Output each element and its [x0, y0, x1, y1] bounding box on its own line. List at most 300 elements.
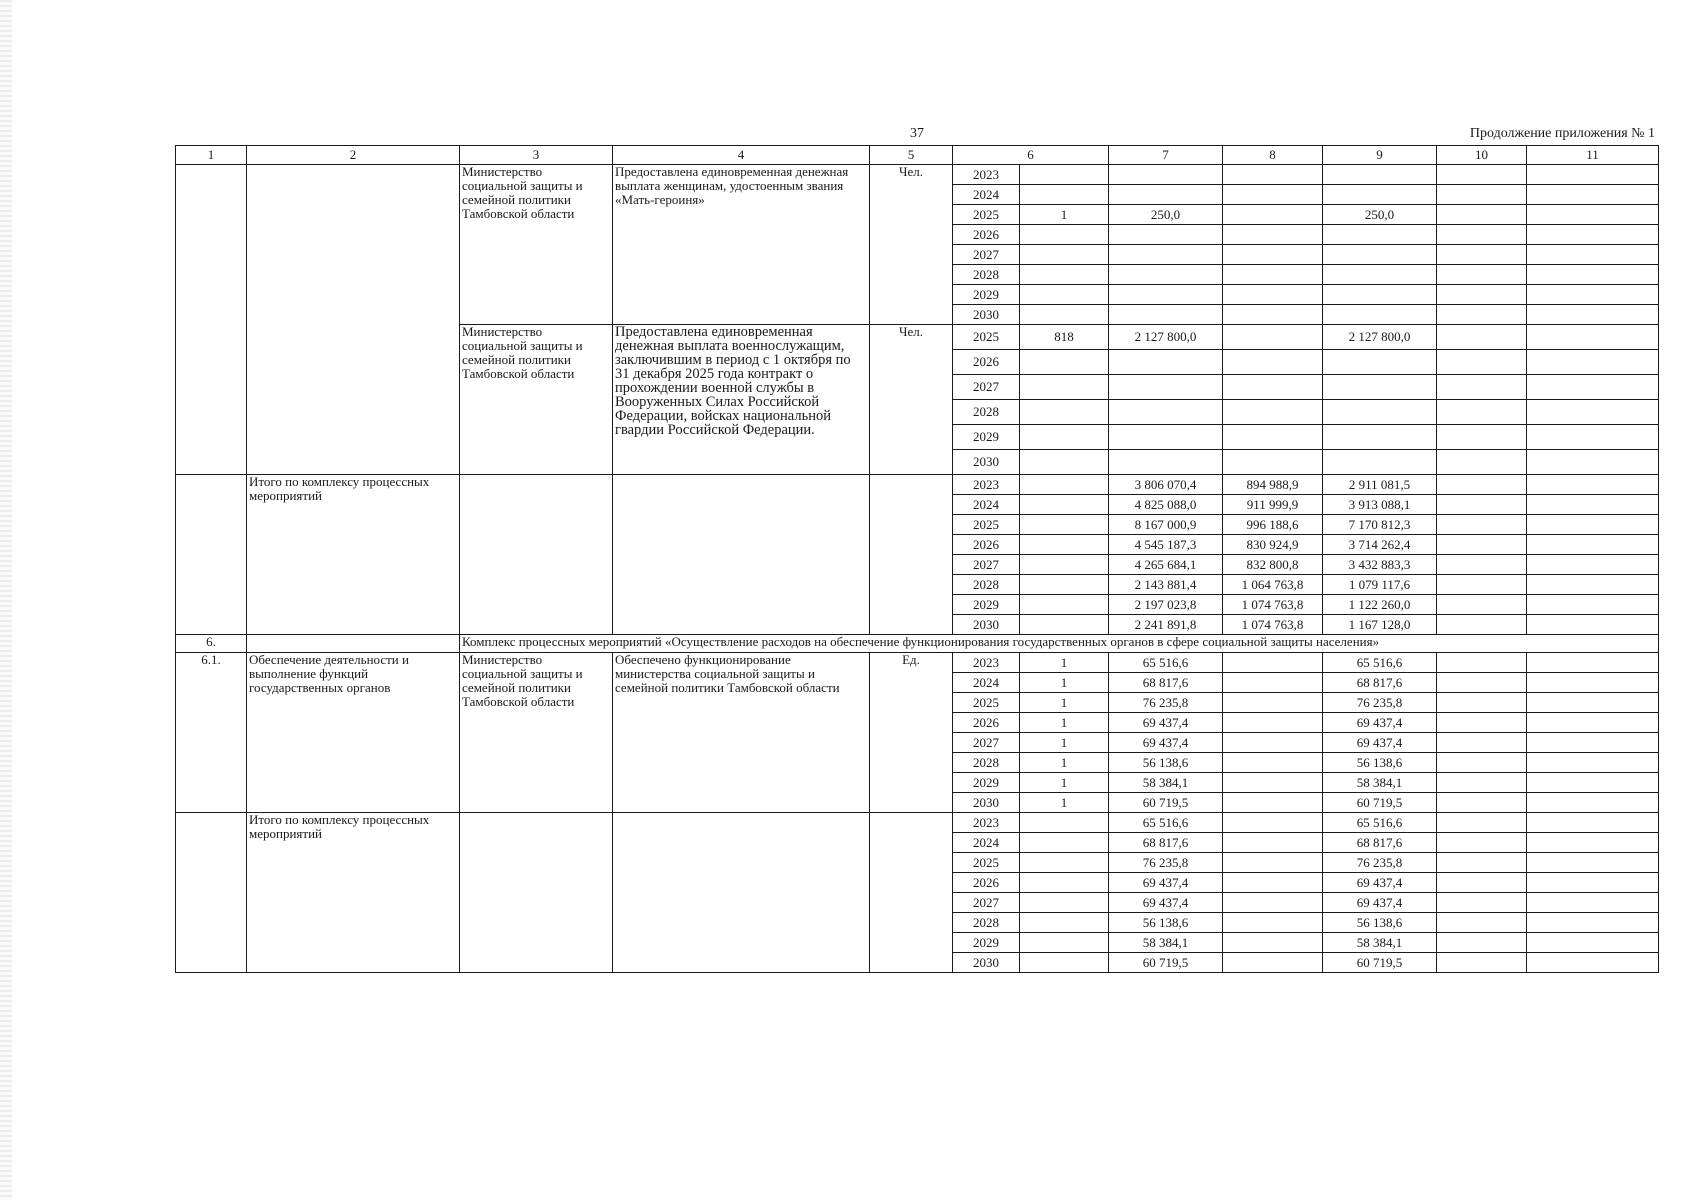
year-cell: 2029 — [953, 285, 1020, 305]
col9-cell: 2 911 081,5 — [1323, 475, 1437, 495]
col11-cell — [1527, 615, 1659, 635]
year-cell: 2024 — [953, 185, 1020, 205]
col10-cell — [1437, 165, 1527, 185]
column-header-7: 7 — [1109, 146, 1223, 165]
col7-cell: 65 516,6 — [1109, 813, 1223, 833]
col6-cell: 1 — [1020, 693, 1109, 713]
task-cell — [247, 635, 460, 653]
continuation-note: Продолжение приложения № 1 — [1469, 126, 1655, 141]
col7-cell: 2 197 023,8 — [1109, 595, 1223, 615]
responsible-cell — [460, 813, 613, 973]
total-row — [176, 475, 1659, 495]
col7-cell — [1109, 225, 1223, 245]
responsible-cell: Министерство социальной защиты и семейной политики Тамбовской области — [460, 165, 613, 325]
col7-cell — [1109, 350, 1223, 375]
col9-cell: 58 384,1 — [1323, 773, 1437, 793]
col9-cell: 68 817,6 — [1323, 833, 1437, 853]
col11-cell — [1527, 305, 1659, 325]
column-header-8: 8 — [1223, 146, 1323, 165]
col9-cell: 7 170 812,3 — [1323, 515, 1437, 535]
result-cell: Предоставлена единовременная денежная выплата военнослужащим, заключившим в период с 1 октября по 31 декабря 2025 года контракт о прохождении военной службы в Вооруженных Силах Российской Федерации, войсках национальной гвардии Российской Федерации. — [613, 325, 870, 475]
col6-cell — [1020, 285, 1109, 305]
year-cell: 2027 — [953, 733, 1020, 753]
col8-cell — [1223, 733, 1323, 753]
unit-cell: Ед. — [870, 653, 953, 813]
col6-cell: 1 — [1020, 713, 1109, 733]
task-cell: Обеспечение деятельности и выполнение функций государственных органов — [247, 653, 460, 813]
col8-cell — [1223, 793, 1323, 813]
col7-cell: 4 265 684,1 — [1109, 555, 1223, 575]
col8-cell: 1 074 763,8 — [1223, 595, 1323, 615]
col7-cell: 250,0 — [1109, 205, 1223, 225]
col11-cell — [1527, 833, 1659, 853]
year-cell: 2029 — [953, 425, 1020, 450]
col9-cell: 68 817,6 — [1323, 673, 1437, 693]
year-cell: 2030 — [953, 305, 1020, 325]
col6-cell — [1020, 595, 1109, 615]
col7-cell: 65 516,6 — [1109, 653, 1223, 673]
result-cell: Обеспечено функционирование министерства социальной защиты и семейной политики Тамбовской области — [613, 653, 870, 813]
col7-cell: 56 138,6 — [1109, 753, 1223, 773]
col11-cell — [1527, 575, 1659, 595]
col11-cell — [1527, 653, 1659, 673]
col6-cell — [1020, 913, 1109, 933]
col7-cell — [1109, 375, 1223, 400]
col8-cell — [1223, 853, 1323, 873]
year-cell: 2026 — [953, 225, 1020, 245]
year-cell: 2026 — [953, 873, 1020, 893]
col9-cell: 69 437,4 — [1323, 893, 1437, 913]
col7-cell: 4 825 088,0 — [1109, 495, 1223, 515]
item-number-cell — [176, 475, 247, 635]
unit-cell — [870, 813, 953, 973]
col11-cell — [1527, 245, 1659, 265]
col10-cell — [1437, 595, 1527, 615]
col11-cell — [1527, 595, 1659, 615]
col6-cell: 1 — [1020, 773, 1109, 793]
col8-cell: 1 064 763,8 — [1223, 575, 1323, 595]
col7-cell: 4 545 187,3 — [1109, 535, 1223, 555]
col8-cell — [1223, 325, 1323, 350]
unit-cell: Чел. — [870, 325, 953, 475]
year-cell: 2025 — [953, 693, 1020, 713]
col8-cell — [1223, 893, 1323, 913]
col8-cell — [1223, 375, 1323, 400]
col10-cell — [1437, 350, 1527, 375]
col10-cell — [1437, 515, 1527, 535]
col6-cell — [1020, 350, 1109, 375]
col7-cell — [1109, 285, 1223, 305]
col9-cell: 1 079 117,6 — [1323, 575, 1437, 595]
col6-cell — [1020, 953, 1109, 973]
year-cell: 2026 — [953, 713, 1020, 733]
year-cell: 2025 — [953, 325, 1020, 350]
appendix-table — [175, 145, 1659, 973]
item-number-cell — [176, 813, 247, 973]
col8-cell — [1223, 753, 1323, 773]
year-cell: 2027 — [953, 893, 1020, 913]
column-header-11: 11 — [1527, 146, 1659, 165]
section-title: Комплекс процессных мероприятий «Осуществление расходов на обеспечение функционирования государственных органов в сфере социальной защиты населения» — [460, 635, 1659, 653]
column-header-6: 6 — [953, 146, 1109, 165]
col10-cell — [1437, 933, 1527, 953]
col8-cell: 830 924,9 — [1223, 535, 1323, 555]
col6-cell — [1020, 265, 1109, 285]
year-cell: 2028 — [953, 400, 1020, 425]
col10-cell — [1437, 265, 1527, 285]
col8-cell — [1223, 673, 1323, 693]
col11-cell — [1527, 753, 1659, 773]
col7-cell: 68 817,6 — [1109, 833, 1223, 853]
col10-cell — [1437, 575, 1527, 595]
col11-cell — [1527, 495, 1659, 515]
column-header-1: 1 — [176, 146, 247, 165]
col6-cell — [1020, 813, 1109, 833]
col11-cell — [1527, 693, 1659, 713]
col8-cell — [1223, 693, 1323, 713]
col10-cell — [1437, 733, 1527, 753]
year-cell: 2025 — [953, 853, 1020, 873]
table-row — [176, 653, 1659, 673]
column-header-4: 4 — [613, 146, 870, 165]
page-number: 37 — [910, 126, 924, 141]
year-cell: 2024 — [953, 833, 1020, 853]
col7-cell: 2 143 881,4 — [1109, 575, 1223, 595]
col10-cell — [1437, 893, 1527, 913]
col10-cell — [1437, 813, 1527, 833]
col8-cell: 911 999,9 — [1223, 495, 1323, 515]
col9-cell: 3 714 262,4 — [1323, 535, 1437, 555]
col8-cell — [1223, 265, 1323, 285]
col9-cell: 3 913 088,1 — [1323, 495, 1437, 515]
col7-cell — [1109, 245, 1223, 265]
col7-cell — [1109, 450, 1223, 475]
col11-cell — [1527, 733, 1659, 753]
col11-cell — [1527, 813, 1659, 833]
col10-cell — [1437, 400, 1527, 425]
col6-cell — [1020, 475, 1109, 495]
column-header-5: 5 — [870, 146, 953, 165]
col7-cell — [1109, 305, 1223, 325]
col11-cell — [1527, 205, 1659, 225]
col11-cell — [1527, 225, 1659, 245]
col10-cell — [1437, 285, 1527, 305]
col6-cell — [1020, 575, 1109, 595]
col7-cell: 2 127 800,0 — [1109, 325, 1223, 350]
col8-cell: 996 188,6 — [1223, 515, 1323, 535]
col7-cell — [1109, 265, 1223, 285]
col11-cell — [1527, 265, 1659, 285]
col9-cell: 58 384,1 — [1323, 933, 1437, 953]
col6-cell — [1020, 245, 1109, 265]
col6-cell — [1020, 450, 1109, 475]
year-cell: 2030 — [953, 615, 1020, 635]
col6-cell — [1020, 893, 1109, 913]
col8-cell — [1223, 285, 1323, 305]
col9-cell — [1323, 245, 1437, 265]
year-cell: 2028 — [953, 753, 1020, 773]
col8-cell — [1223, 225, 1323, 245]
col11-cell — [1527, 325, 1659, 350]
total-label: Итого по комплексу процессных мероприятий — [247, 475, 460, 635]
col9-cell — [1323, 305, 1437, 325]
col10-cell — [1437, 205, 1527, 225]
year-cell: 2027 — [953, 375, 1020, 400]
col9-cell — [1323, 165, 1437, 185]
section-number: 6. — [176, 635, 247, 653]
col6-cell — [1020, 515, 1109, 535]
col8-cell — [1223, 953, 1323, 973]
col6-cell: 1 — [1020, 753, 1109, 773]
col11-cell — [1527, 350, 1659, 375]
year-cell: 2027 — [953, 555, 1020, 575]
col11-cell — [1527, 953, 1659, 973]
item-number-cell: 6.1. — [176, 653, 247, 813]
col9-cell: 250,0 — [1323, 205, 1437, 225]
col8-cell — [1223, 833, 1323, 853]
col6-cell — [1020, 425, 1109, 450]
col6-cell — [1020, 495, 1109, 515]
col10-cell — [1437, 853, 1527, 873]
col9-cell: 60 719,5 — [1323, 793, 1437, 813]
year-cell: 2027 — [953, 245, 1020, 265]
col6-cell — [1020, 375, 1109, 400]
col8-cell — [1223, 185, 1323, 205]
col7-cell: 3 806 070,4 — [1109, 475, 1223, 495]
result-cell — [613, 475, 870, 635]
col11-cell — [1527, 713, 1659, 733]
year-cell: 2026 — [953, 535, 1020, 555]
col8-cell — [1223, 773, 1323, 793]
col9-cell: 56 138,6 — [1323, 913, 1437, 933]
year-cell: 2028 — [953, 913, 1020, 933]
result-cell — [613, 813, 870, 973]
unit-cell: Чел. — [870, 165, 953, 325]
col9-cell: 1 122 260,0 — [1323, 595, 1437, 615]
col7-cell — [1109, 425, 1223, 450]
total-row — [176, 813, 1659, 833]
year-cell: 2029 — [953, 595, 1020, 615]
col7-cell: 2 241 891,8 — [1109, 615, 1223, 635]
responsible-cell: Министерство социальной защиты и семейной политики Тамбовской области — [460, 653, 613, 813]
col7-cell: 68 817,6 — [1109, 673, 1223, 693]
table-row — [176, 165, 1659, 185]
unit-cell — [870, 475, 953, 635]
col11-cell — [1527, 450, 1659, 475]
col7-cell — [1109, 400, 1223, 425]
col9-cell: 65 516,6 — [1323, 813, 1437, 833]
column-header-10: 10 — [1437, 146, 1527, 165]
col10-cell — [1437, 773, 1527, 793]
col8-cell — [1223, 425, 1323, 450]
year-cell: 2029 — [953, 933, 1020, 953]
col7-cell: 60 719,5 — [1109, 953, 1223, 973]
col8-cell — [1223, 205, 1323, 225]
col7-cell: 58 384,1 — [1109, 933, 1223, 953]
total-label: Итого по комплексу процессных мероприятий — [247, 813, 460, 973]
col11-cell — [1527, 673, 1659, 693]
col10-cell — [1437, 225, 1527, 245]
col11-cell — [1527, 773, 1659, 793]
col9-cell — [1323, 285, 1437, 305]
col9-cell: 69 437,4 — [1323, 873, 1437, 893]
col7-cell: 8 167 000,9 — [1109, 515, 1223, 535]
year-cell: 2025 — [953, 515, 1020, 535]
col9-cell: 69 437,4 — [1323, 733, 1437, 753]
col9-cell: 3 432 883,3 — [1323, 555, 1437, 575]
col8-cell — [1223, 813, 1323, 833]
col6-cell — [1020, 933, 1109, 953]
col7-cell — [1109, 185, 1223, 205]
col9-cell: 69 437,4 — [1323, 713, 1437, 733]
task-cell — [247, 165, 460, 475]
year-cell: 2023 — [953, 475, 1020, 495]
col10-cell — [1437, 953, 1527, 973]
col7-cell: 69 437,4 — [1109, 713, 1223, 733]
result-cell: Предоставлена единовременная денежная выплата женщинам, удостоенным звания «Мать-героиня» — [613, 165, 870, 325]
col9-cell — [1323, 375, 1437, 400]
col11-cell — [1527, 165, 1659, 185]
col6-cell — [1020, 225, 1109, 245]
col9-cell — [1323, 425, 1437, 450]
col6-cell — [1020, 555, 1109, 575]
responsible-cell: Министерство социальной защиты и семейной политики Тамбовской области — [460, 325, 613, 475]
col6-cell — [1020, 615, 1109, 635]
col11-cell — [1527, 913, 1659, 933]
col6-cell: 1 — [1020, 205, 1109, 225]
year-cell: 2030 — [953, 450, 1020, 475]
col9-cell: 1 167 128,0 — [1323, 615, 1437, 635]
col7-cell: 58 384,1 — [1109, 773, 1223, 793]
col8-cell — [1223, 305, 1323, 325]
year-cell: 2030 — [953, 793, 1020, 813]
col8-cell — [1223, 913, 1323, 933]
col6-cell — [1020, 185, 1109, 205]
col11-cell — [1527, 793, 1659, 813]
col10-cell — [1437, 495, 1527, 515]
year-cell: 2023 — [953, 813, 1020, 833]
col9-cell: 60 719,5 — [1323, 953, 1437, 973]
col9-cell: 76 235,8 — [1323, 693, 1437, 713]
col9-cell — [1323, 225, 1437, 245]
scan-edge-artifact — [0, 0, 12, 1200]
column-header-3: 3 — [460, 146, 613, 165]
col9-cell — [1323, 265, 1437, 285]
col8-cell — [1223, 653, 1323, 673]
year-cell: 2025 — [953, 205, 1020, 225]
year-cell: 2028 — [953, 265, 1020, 285]
col10-cell — [1437, 833, 1527, 853]
col7-cell: 76 235,8 — [1109, 693, 1223, 713]
year-cell: 2029 — [953, 773, 1020, 793]
column-header-9: 9 — [1323, 146, 1437, 165]
col8-cell — [1223, 245, 1323, 265]
col8-cell: 832 800,8 — [1223, 555, 1323, 575]
col6-cell — [1020, 873, 1109, 893]
col6-cell — [1020, 535, 1109, 555]
col10-cell — [1437, 305, 1527, 325]
col11-cell — [1527, 853, 1659, 873]
col8-cell — [1223, 400, 1323, 425]
col7-cell: 76 235,8 — [1109, 853, 1223, 873]
col6-cell: 1 — [1020, 653, 1109, 673]
year-cell: 2024 — [953, 495, 1020, 515]
col7-cell — [1109, 165, 1223, 185]
col10-cell — [1437, 185, 1527, 205]
col9-cell — [1323, 185, 1437, 205]
col8-cell — [1223, 933, 1323, 953]
year-cell: 2028 — [953, 575, 1020, 595]
col11-cell — [1527, 515, 1659, 535]
col6-cell — [1020, 165, 1109, 185]
col10-cell — [1437, 713, 1527, 733]
year-cell: 2024 — [953, 673, 1020, 693]
col10-cell — [1437, 475, 1527, 495]
col11-cell — [1527, 933, 1659, 953]
col11-cell — [1527, 400, 1659, 425]
col8-cell: 894 988,9 — [1223, 475, 1323, 495]
col10-cell — [1437, 375, 1527, 400]
col10-cell — [1437, 693, 1527, 713]
col6-cell: 1 — [1020, 793, 1109, 813]
col11-cell — [1527, 185, 1659, 205]
col11-cell — [1527, 375, 1659, 400]
col10-cell — [1437, 615, 1527, 635]
col10-cell — [1437, 555, 1527, 575]
col8-cell — [1223, 713, 1323, 733]
col10-cell — [1437, 535, 1527, 555]
col6-cell — [1020, 400, 1109, 425]
col7-cell: 69 437,4 — [1109, 873, 1223, 893]
col10-cell — [1437, 653, 1527, 673]
col6-cell — [1020, 833, 1109, 853]
col8-cell: 1 074 763,8 — [1223, 615, 1323, 635]
col9-cell: 76 235,8 — [1323, 853, 1437, 873]
responsible-cell — [460, 475, 613, 635]
col8-cell — [1223, 350, 1323, 375]
col6-cell — [1020, 853, 1109, 873]
col10-cell — [1437, 873, 1527, 893]
col11-cell — [1527, 873, 1659, 893]
item-number-cell — [176, 165, 247, 475]
col10-cell — [1437, 793, 1527, 813]
col11-cell — [1527, 555, 1659, 575]
col10-cell — [1437, 245, 1527, 265]
col6-cell — [1020, 305, 1109, 325]
col11-cell — [1527, 285, 1659, 305]
section-row — [176, 635, 1659, 653]
header-row — [176, 146, 1659, 165]
col10-cell — [1437, 450, 1527, 475]
year-cell: 2023 — [953, 165, 1020, 185]
col7-cell: 60 719,5 — [1109, 793, 1223, 813]
col6-cell: 818 — [1020, 325, 1109, 350]
col11-cell — [1527, 893, 1659, 913]
col7-cell: 56 138,6 — [1109, 913, 1223, 933]
col8-cell — [1223, 450, 1323, 475]
col9-cell: 56 138,6 — [1323, 753, 1437, 773]
column-header-2: 2 — [247, 146, 460, 165]
col10-cell — [1437, 753, 1527, 773]
col10-cell — [1437, 325, 1527, 350]
col10-cell — [1437, 913, 1527, 933]
col8-cell — [1223, 873, 1323, 893]
col8-cell — [1223, 165, 1323, 185]
col7-cell: 69 437,4 — [1109, 893, 1223, 913]
col10-cell — [1437, 425, 1527, 450]
col9-cell: 65 516,6 — [1323, 653, 1437, 673]
col9-cell — [1323, 450, 1437, 475]
